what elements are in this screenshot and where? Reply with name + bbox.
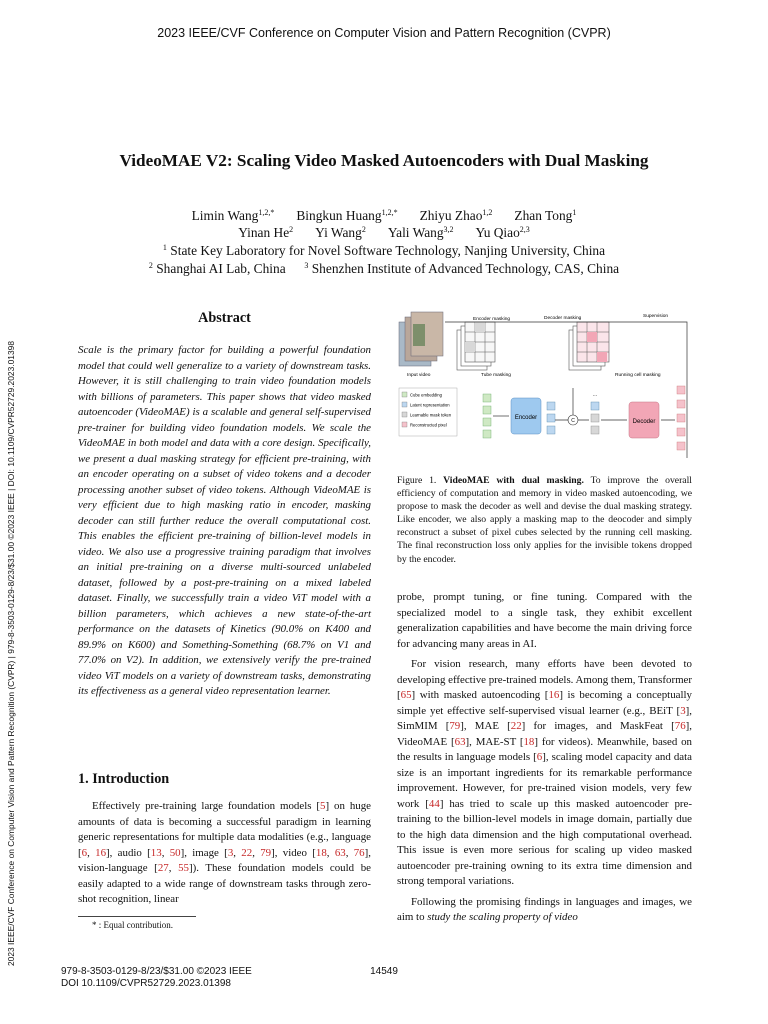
author-text: Bingkun Huang: [296, 208, 382, 223]
citation-link[interactable]: 18: [315, 846, 327, 859]
affiliation-3: Shenzhen Institute of Advanced Technology, CAS, China: [311, 261, 620, 276]
latent-tokens: [547, 402, 555, 434]
text-run: ], MAE-ST [: [465, 735, 524, 748]
running-cell-label: Running cell masking: [615, 373, 661, 378]
text-run: For vision research, many efforts have been devoted to developing effective pre-trained models. Among them, Transformer [: [397, 658, 692, 701]
author-text: Yu Qiao: [475, 225, 520, 240]
caption-text: To improve the overall efficiency of computation and memory in video masked autoencoding, we propose to mask the decoder as well and devise the dual masking strategy. Like encoder, we also apply a masking map to the deocoder and simply reconstruct a subset of pixel cubes selected by the running cell masking. The final reconstruction loss only applies for the invisible tokens dropped by the encoder.: [397, 475, 692, 565]
text-run: ] for videos). Meanwhile, based on the results in language models [: [397, 735, 693, 763]
author-affiliation-sup: 2,3: [519, 225, 530, 234]
author-text: Yali Wang: [387, 225, 444, 240]
author-affiliation-sup: 1,2,*: [258, 208, 275, 217]
author-name: [476, 225, 530, 240]
author-affiliation-sup: 2: [289, 225, 294, 234]
author-name: [238, 225, 293, 240]
text-run: ], image [: [180, 846, 228, 859]
legend-latent: Latent representation: [410, 402, 450, 408]
affiliation-sup: 1: [162, 243, 167, 252]
citation-link[interactable]: 16: [95, 846, 107, 859]
citation-link[interactable]: 16: [548, 689, 560, 701]
text-run: ], vision-language [: [78, 846, 371, 874]
citation-link[interactable]: 5: [320, 800, 326, 812]
decoder-label: Decoder: [632, 419, 656, 425]
sidebar-metadata: 2023 IEEE/CVF Conference on Computer Vision and Pattern Recognition (CVPR) | 979-8-3503-0129-8/23/$31.00 ©2023 IEEE | DOI: 10.1109/CVPR52729.2023.01398: [6, 341, 16, 966]
text-run: ], VideoMAE [: [397, 720, 692, 748]
right-column-body: [397, 590, 692, 926]
right-paragraph-1: [397, 590, 692, 652]
citation-link[interactable]: 3: [227, 846, 234, 859]
citation-link[interactable]: 79: [260, 846, 272, 859]
author-text: Zhiyu Zhao: [419, 208, 483, 223]
reconstructed-tokens: [677, 386, 685, 450]
text-run: ,: [252, 846, 261, 859]
author-name: [315, 225, 366, 240]
author-affiliation-sup: 1,2: [482, 208, 493, 217]
affiliation-sup: 3: [304, 261, 309, 270]
text-run: Effectively pre-training large foundation models [: [92, 800, 321, 812]
concat-label: C: [571, 418, 575, 424]
citation-link[interactable]: 6: [81, 846, 88, 859]
emphasis-text: study the scaling property of video: [427, 911, 578, 923]
affiliation-sup: 2: [148, 261, 153, 270]
affiliation-line-2: [0, 257, 768, 277]
footnote-rule: [78, 916, 196, 917]
legend: [399, 388, 457, 436]
paper-title: VideoMAE V2: Scaling Video Masked Autoencoders with Dual Masking: [119, 151, 649, 170]
footer-isbn: 979-8-3503-0129-8/23/$31.00 ©2023 IEEE: [61, 966, 252, 977]
supervision-label: Supervision: [643, 314, 669, 319]
running-cell-grid: [569, 322, 609, 370]
tube-masking-label: Tube masking: [481, 373, 511, 378]
text-run: ,: [87, 846, 96, 859]
ellipsis: ...: [592, 392, 598, 398]
citation-link[interactable]: 13: [150, 846, 162, 859]
citation-link[interactable]: 18: [523, 735, 535, 748]
legend-mask: Learnable mask token: [410, 412, 452, 418]
author-affiliation-sup: 1,2,*: [381, 208, 398, 217]
encoder-label: Encoder: [514, 415, 538, 421]
conference-header: 2023 IEEE/CVF Conference on Computer Vision and Pattern Recognition (CVPR): [157, 26, 611, 40]
text-run: ] has tried to scale up this masked autoencoder pre-training to the billion-level models in image domain, partially due to the high data dimension and the high computational overhead. This issue is even more serious for scaling up video masked autoencoder pre-training owning to its extra time dimension and strong temporal variations.: [397, 797, 692, 887]
author-affiliation-sup: 2: [361, 225, 366, 234]
text-run: ], scaling model capacity and data size is an important ingredients for its remarkable performance improvement. However, for pre-trained vision models, very few work [: [397, 751, 692, 810]
affiliation-line-1: [0, 239, 768, 259]
author-affiliation-sup: 3,2: [443, 225, 454, 234]
page-number: 14549: [370, 966, 398, 977]
citation-link[interactable]: 63: [334, 846, 346, 859]
citation-link[interactable]: 22: [510, 720, 522, 732]
intro-heading: 1. Introduction: [78, 771, 170, 787]
text-run: ,: [345, 846, 354, 859]
citation-link[interactable]: 55: [178, 862, 189, 874]
right-paragraph-2: [397, 657, 692, 890]
author-affiliation-sup: 1: [572, 208, 577, 217]
intro-paragraph: [78, 799, 371, 908]
figure-1-diagram: [397, 308, 692, 466]
text-run: ] with masked autoencoding [: [411, 689, 549, 701]
legend-recon: Reconstructed pixel: [410, 422, 447, 428]
caption-title: VideoMAE with dual masking.: [443, 475, 584, 486]
text-run: ] is becoming a conceptually simple yet effective self-supervised visual learner (e.g., BEiT [: [397, 689, 692, 717]
text-run: ,: [233, 846, 242, 859]
intro-body: [78, 799, 371, 908]
author-text: Limin Wang: [191, 208, 259, 223]
author-text: Zhan Tong: [514, 208, 573, 223]
right-paragraph-3: [397, 895, 692, 926]
affiliation-2: Shanghai AI Lab, China: [156, 261, 286, 276]
author-text: Yinan He: [238, 225, 290, 240]
abstract-heading: Abstract: [198, 310, 251, 326]
citation-link[interactable]: 6: [536, 751, 543, 763]
citation-link[interactable]: 50: [169, 846, 181, 859]
citation-link[interactable]: 22: [241, 846, 253, 859]
text-run: ,: [168, 862, 179, 874]
decoder-masking-label: Decoder masking: [544, 316, 582, 321]
encoder-masking-label: Encoder masking: [473, 317, 511, 322]
figure-1-caption: [397, 474, 692, 566]
text-run: ] on huge amounts of data is becoming a successful paradigm in learning generic representations for multiple data modalities (e.g., language [: [78, 800, 371, 859]
text-run: ,: [326, 846, 335, 859]
text-run: probe, prompt tuning, or fine tuning. Compared with the specialized model to a single task, they exhibit excellent generalization capabilities and have become the main driving force for advancing many areas in AI.: [397, 591, 692, 650]
affiliation-1: State Key Laboratory for Novel Software Technology, Nanjing University, China: [170, 243, 606, 258]
text-run: ], audio [: [106, 846, 151, 859]
citation-link[interactable]: 27: [157, 862, 169, 874]
visible-tokens: [483, 394, 491, 438]
text-run: ,: [161, 846, 170, 859]
citation-link[interactable]: 76: [674, 720, 686, 732]
input-video-frames: [399, 312, 443, 366]
decoder-input-tokens: [591, 402, 599, 434]
input-video-label: Input video: [407, 373, 431, 378]
text-run: ]). These foundation models could be easily adapted to a wide range of downstream tasks through zero-shot recognition, linear: [78, 862, 372, 905]
author-text: Yi Wang: [315, 225, 362, 240]
citation-link[interactable]: 65: [400, 689, 412, 701]
citation-link[interactable]: 76: [353, 846, 365, 859]
caption-label: Figure 1.: [397, 475, 437, 486]
text-run: ], video [: [271, 846, 316, 859]
footer-doi: DOI 10.1109/CVPR52729.2023.01398: [61, 978, 231, 989]
authors-line-2: [0, 221, 768, 241]
legend-cube: Cube embedding: [410, 392, 442, 398]
author-name: [388, 225, 454, 240]
footnote: * : Equal contribution.: [92, 920, 173, 930]
tube-masking-grid: [457, 322, 495, 370]
text-run: ], SimMIM [: [397, 704, 692, 732]
citation-link[interactable]: 79: [449, 720, 461, 732]
abstract-body: Scale is the primary factor for building a powerful foundation model that could well generalize to a variety of downstream tasks. However, it is still challenging to train video foundation models with billions of parameters. This paper shows that video masked autoencoder (VideoMAE) is a scalable and general self-supervised pre-trainer for building video foundation models. We scale the VideoMAE in both model and data with a core design. Specifically, we present a dual masking strategy for efficient pre-training, with an encoder operating on a subset of video tokens and a decoder processing another subset of video tokens. Although VideoMAE is very efficient due to high masking ratio in encoder, masking decoder can still further reduce the overall computational cost. This enables the efficient pre-training of billion-level models in video. We also use a progressive training paradigm that involves an initial pre-training on a diverse multi-sourced unlabeled dataset, followed by a post-pre-training on a mixed labeled dataset. Finally, we successfully train a video ViT model with a billion parameters, which achieves a new state-of-the-art performance on the datasets of Kinetics (90.0% on K400 and 89.9% on K600) and Something-Something (68.7% on V1 and 77.0% on V2). In addition, we extensively verify the pre-trained video ViT models on a variety of downstream tasks, demonstrating its effectiveness as a general video representation learner.: [78, 344, 371, 697]
citation-link[interactable]: 44: [428, 797, 440, 810]
text-run: Following the promising findings in languages and images, we aim to: [397, 895, 692, 923]
citation-link[interactable]: 3: [680, 704, 686, 717]
citation-link[interactable]: 63: [454, 735, 466, 748]
text-run: ], MAE [: [460, 720, 511, 732]
text-run: ] for images, and MaskFeat [: [521, 720, 675, 732]
